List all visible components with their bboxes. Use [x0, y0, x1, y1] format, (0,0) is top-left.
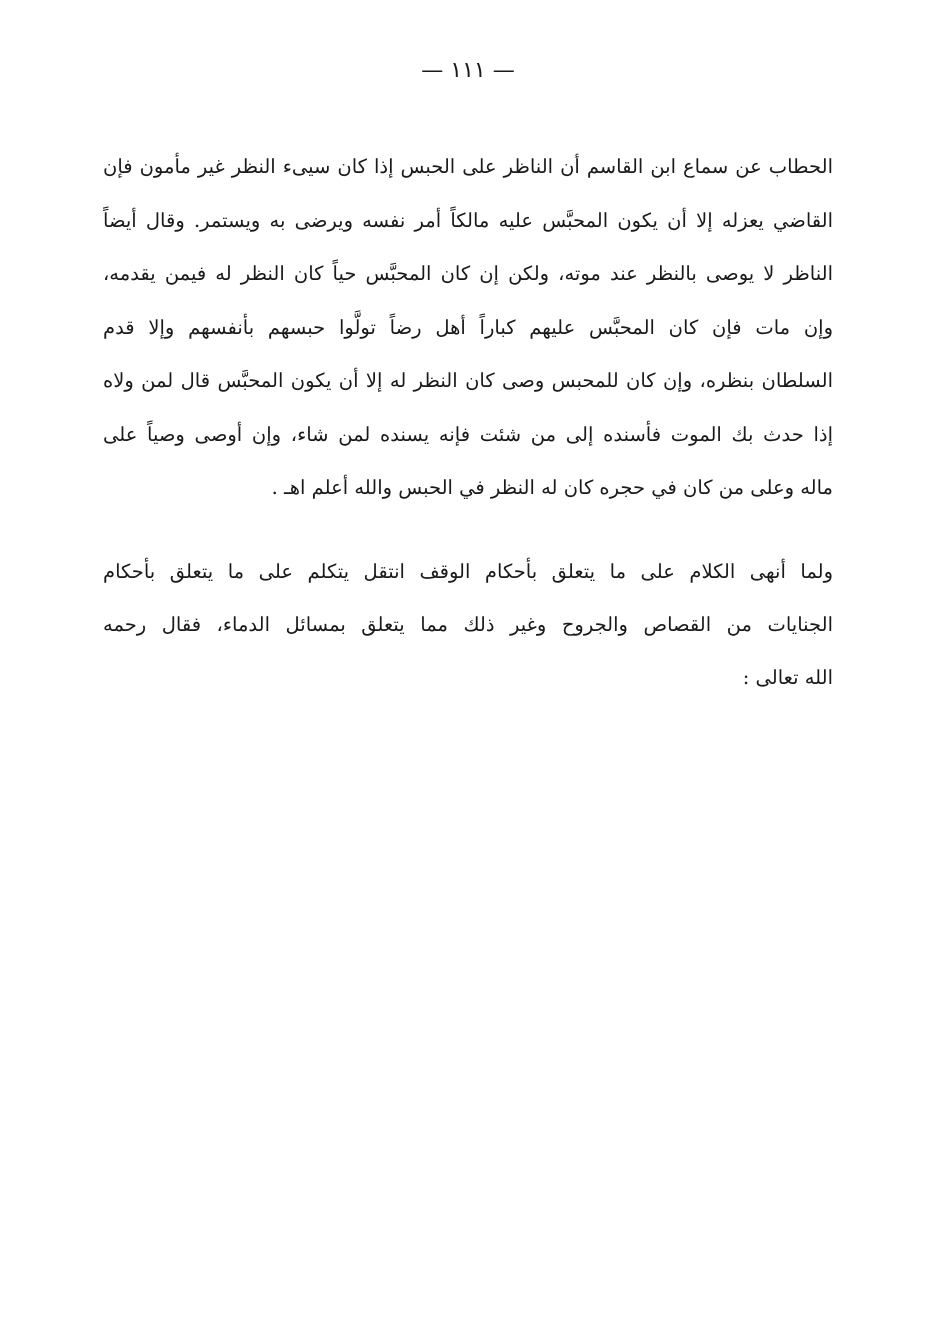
text-line: ماله وعلى من كان في حجره كان له النظر في الحبس والله أعلم اهـ . — [271, 476, 833, 499]
text-line: القاضي يعزله إلا أن يكون المحبَّس عليه مالكاً أمر نفسه ويرضى به ويستمر. وقال أيضاً — [103, 208, 833, 232]
text-line: الحطاب عن سماع ابن القاسم أن الناظر على الحبس إذا كان سيىء النظر غير مأمون فإن — [103, 155, 833, 178]
text-line: الناظر لا يوصى بالنظر عند موته، ولكن إن كان المحبَّس حياً كان النظر له فيمن يقدمه، — [103, 262, 833, 285]
text-line: إذا حدث بك الموت فأسنده إلى من شئت فإنه يسنده لمن شاء، وإن أوصى وصياً على — [103, 422, 833, 446]
text-line: الله تعالى : — [742, 666, 833, 689]
paragraph-waqf-supervision — [103, 140, 833, 515]
text-line: السلطان بنظره، وإن كان للمحبس وصى كان النظر له إلا أن يكون المحبَّس قال لمن ولاه — [103, 369, 833, 392]
page-number: — ١١١ — — [421, 58, 515, 83]
text-line: وإن مات فإن كان المحبَّس عليهم كباراً أهل رضاً تولَّوا حبسهم بأنفسهم وإلا قدم — [103, 315, 833, 339]
paragraph-transition-crimes — [103, 545, 833, 704]
text-line: ولما أنهى الكلام على ما يتعلق بأحكام الوقف انتقل يتكلم على ما يتعلق بأحكام — [103, 560, 833, 583]
text-line: الجنايات من القصاص والجروح وغير ذلك مما يتعلق بمسائل الدماء، فقال رحمه — [103, 613, 833, 636]
